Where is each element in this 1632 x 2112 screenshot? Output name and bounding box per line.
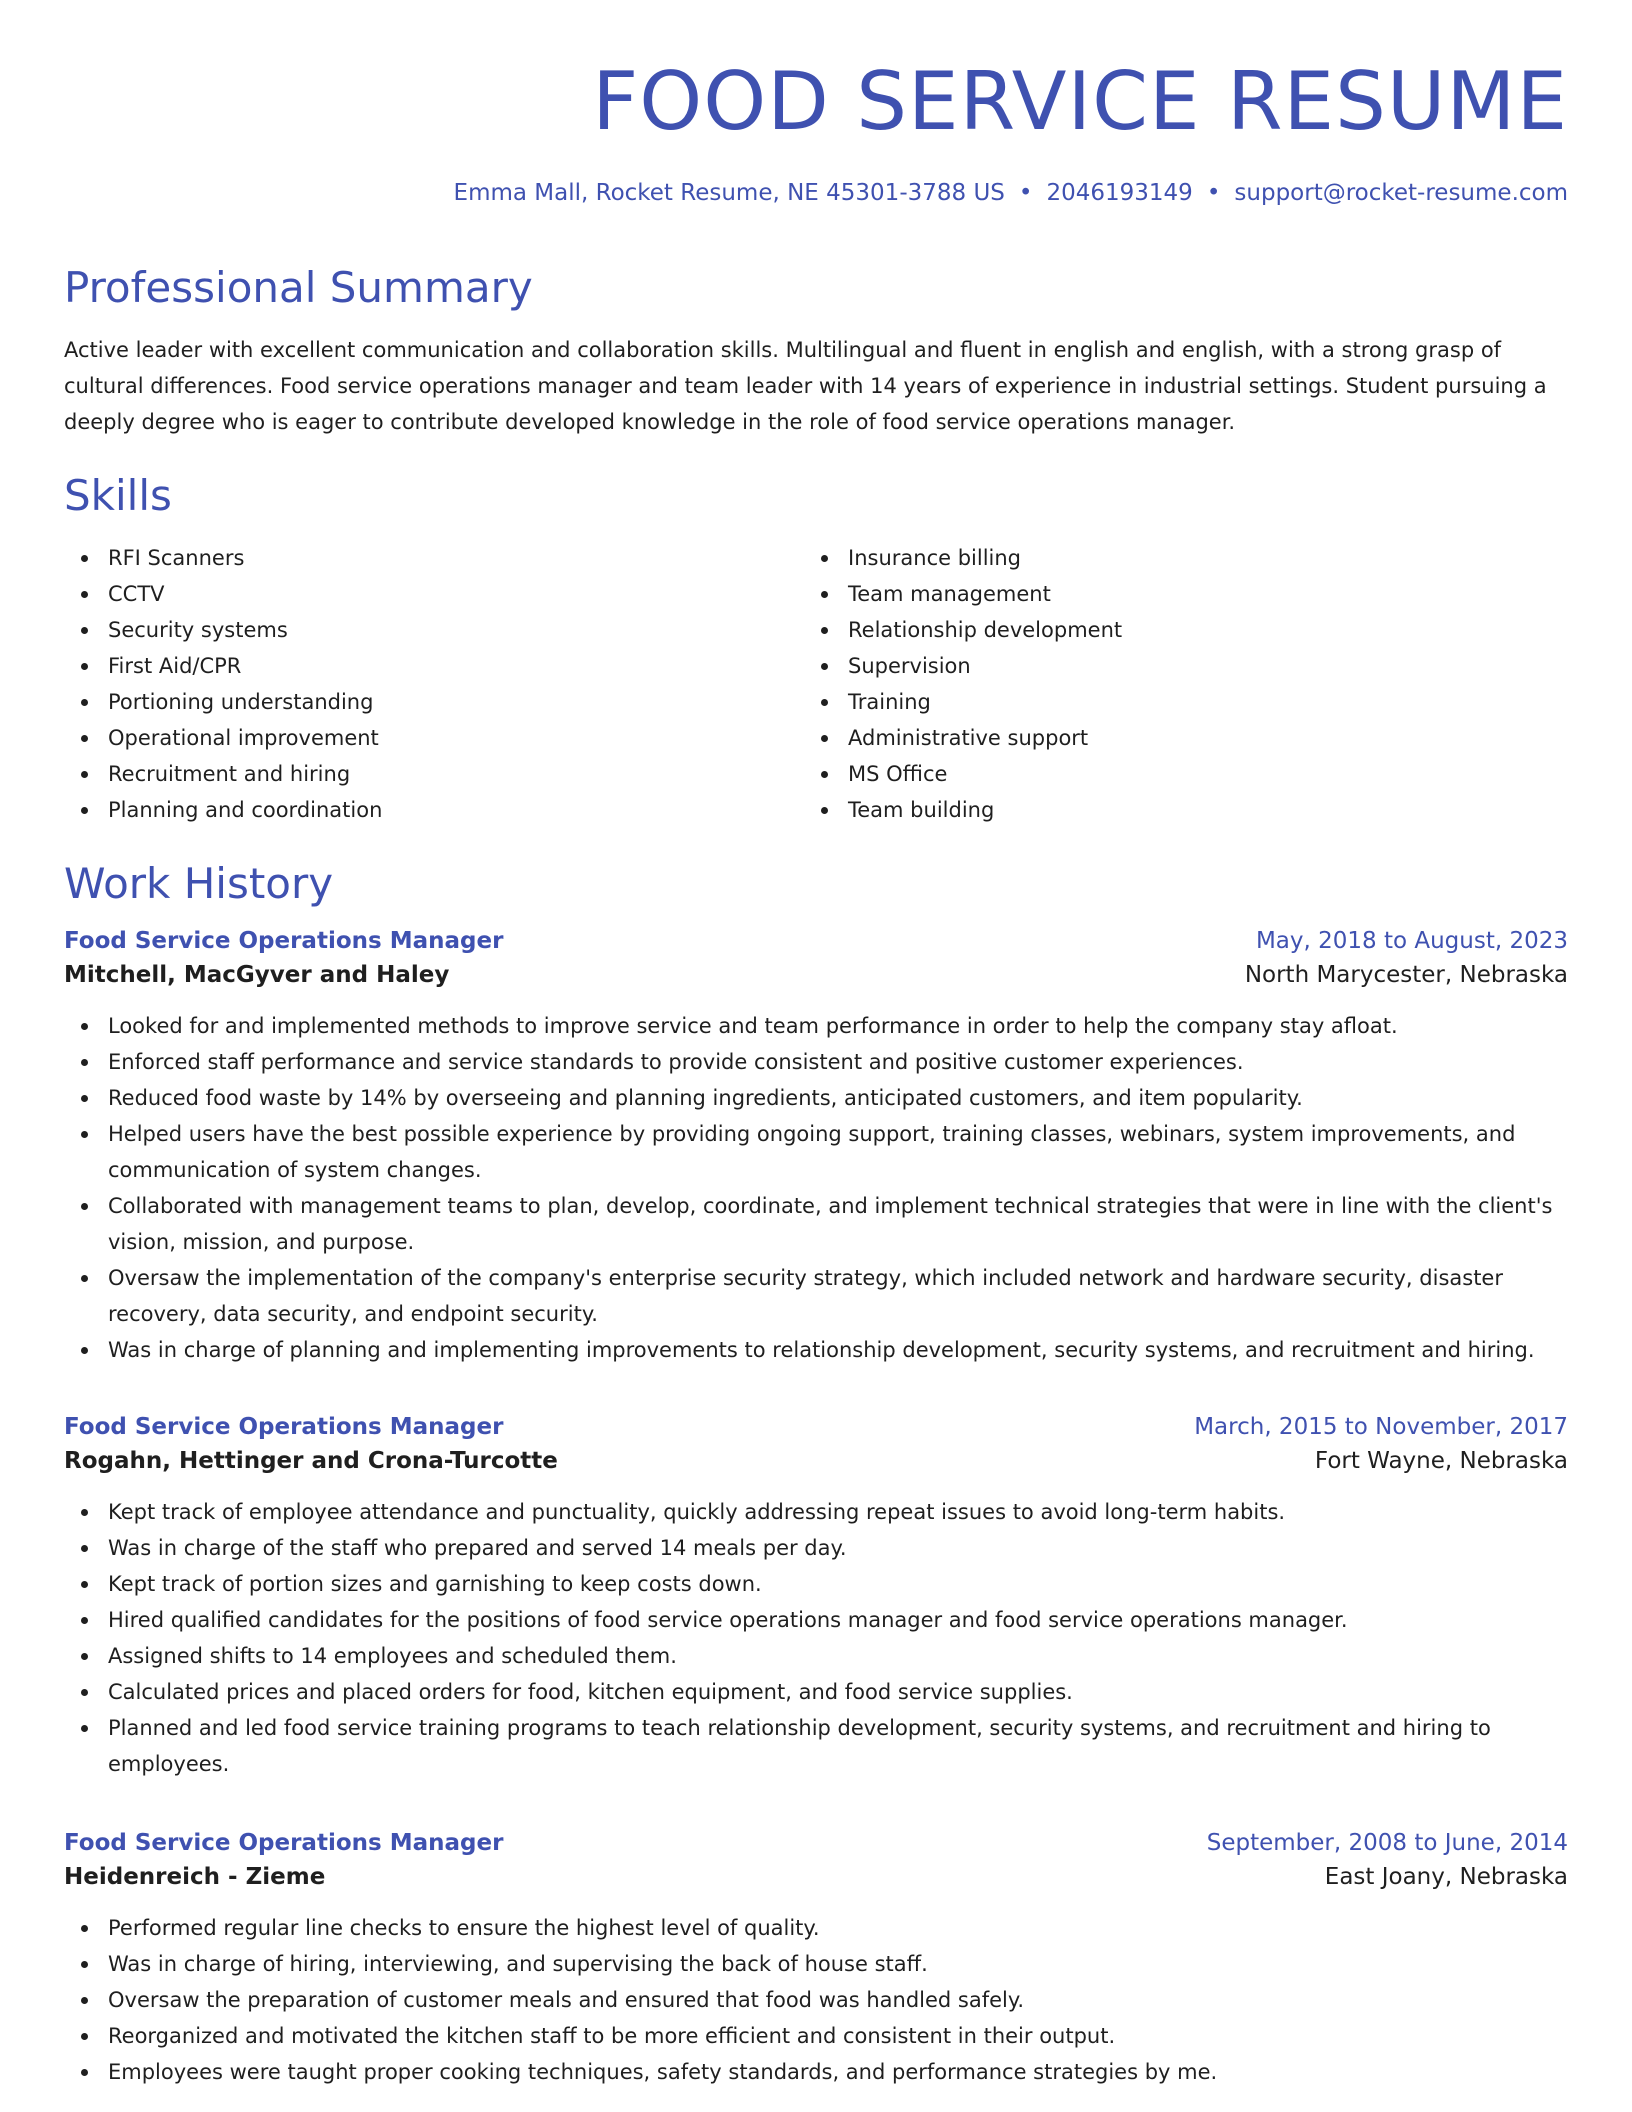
job-bullet: Reorganized and motivated the kitchen staff to be more efficient and consistent in their output. (64, 2018, 1568, 2054)
job-bullets (64, 1910, 1568, 2090)
skill-item: Security systems (64, 612, 804, 648)
resume-title: FOOD SERVICE RESUME (592, 55, 1568, 148)
contact-address: Emma Mall, Rocket Resume, NE 45301-3788 US (453, 180, 1005, 206)
contact-phone: 2046193149 (1046, 180, 1193, 206)
job-bullet: Calculated prices and placed orders for food, kitchen equipment, and food service supplies. (64, 1674, 1568, 1710)
summary-heading: Professional Summary (64, 263, 533, 312)
contact-separator: • (1206, 180, 1221, 206)
job-bullet: Was in charge of planning and implementing improvements to relationship development, security systems, and recruitment and hiring. (64, 1332, 1568, 1368)
job-location: East Joany, Nebraska (1324, 1864, 1568, 1890)
skill-item: Supervision (804, 648, 1544, 684)
job-company: Heidenreich - Zieme (64, 1864, 326, 1890)
skill-item: Team management (804, 576, 1544, 612)
skills-list (64, 540, 1568, 828)
job-bullet: Oversaw the implementation of the company's enterprise security strategy, which included network and hardware security, disaster recovery, data security, and endpoint security. (64, 1260, 1568, 1332)
job-entry (64, 1410, 1568, 1782)
skills-column-left (64, 540, 804, 828)
job-bullet: Collaborated with management teams to plan, develop, coordinate, and implement technical strategies that were in line with the client's vision, mission, and purpose. (64, 1188, 1568, 1260)
job-bullet: Looked for and implemented methods to improve service and team performance in order to help the company stay afloat. (64, 1008, 1568, 1044)
skill-item: Planning and coordination (64, 792, 804, 828)
skill-item: Operational improvement (64, 720, 804, 756)
skills-heading: Skills (64, 471, 172, 520)
job-title: Food Service Operations Manager (64, 928, 504, 954)
job-bullet: Assigned shifts to 14 employees and scheduled them. (64, 1638, 1568, 1674)
skill-item: Training (804, 684, 1544, 720)
skill-item: MS Office (804, 756, 1544, 792)
job-bullet: Was in charge of the staff who prepared and served 14 meals per day. (64, 1530, 1568, 1566)
job-entry (64, 924, 1568, 1368)
job-dates: September, 2008 to June, 2014 (1206, 1830, 1568, 1856)
job-title: Food Service Operations Manager (64, 1414, 504, 1440)
skills-column-right (804, 540, 1544, 828)
contact-separator: • (1018, 180, 1033, 206)
contact-email: support@rocket-resume.com (1234, 180, 1568, 206)
skill-item: Team building (804, 792, 1544, 828)
job-bullet: Kept track of employee attendance and punctuality, quickly addressing repeat issues to avoid long-term habits. (64, 1494, 1568, 1530)
skill-item: RFI Scanners (64, 540, 804, 576)
job-bullet: Kept track of portion sizes and garnishing to keep costs down. (64, 1566, 1568, 1602)
skill-item: Administrative support (804, 720, 1544, 756)
job-bullet: Helped users have the best possible experience by providing ongoing support, training classes, webinars, system improvements, and communication of system changes. (64, 1116, 1568, 1188)
job-company: Mitchell, MacGyver and Haley (64, 962, 450, 988)
job-title: Food Service Operations Manager (64, 1830, 504, 1856)
work-history-heading: Work History (64, 859, 334, 908)
skill-item: Recruitment and hiring (64, 756, 804, 792)
job-bullet: Planned and led food service training programs to teach relationship development, security systems, and recruitment and hiring to employees. (64, 1710, 1568, 1782)
job-bullet: Was in charge of hiring, interviewing, and supervising the back of house staff. (64, 1946, 1568, 1982)
job-bullet: Performed regular line checks to ensure the highest level of quality. (64, 1910, 1568, 1946)
job-location: Fort Wayne, Nebraska (1314, 1448, 1568, 1474)
contact-line (454, 178, 1568, 208)
job-company: Rogahn, Hettinger and Crona-Turcotte (64, 1448, 558, 1474)
job-bullets (64, 1008, 1568, 1368)
skill-item: CCTV (64, 576, 804, 612)
skill-item: Insurance billing (804, 540, 1544, 576)
job-bullet: Oversaw the preparation of customer meals and ensured that food was handled safely. (64, 1982, 1568, 2018)
job-bullet: Reduced food waste by 14% by overseeing and planning ingredients, anticipated customers, and item popularity. (64, 1080, 1568, 1116)
job-bullet: Enforced staff performance and service standards to provide consistent and positive customer experiences. (64, 1044, 1568, 1080)
job-entry (64, 1826, 1568, 2090)
job-bullet: Employees were taught proper cooking techniques, safety standards, and performance strategies by me. (64, 2054, 1568, 2090)
job-dates: May, 2018 to August, 2023 (1255, 928, 1568, 954)
skill-item: Relationship development (804, 612, 1544, 648)
job-bullet: Hired qualified candidates for the positions of food service operations manager and food service operations manager. (64, 1602, 1568, 1638)
job-bullets (64, 1494, 1568, 1782)
skill-item: First Aid/CPR (64, 648, 804, 684)
summary-text: Active leader with excellent communication and collaboration skills. Multilingual and fluent in english and english, with a strong grasp of cultural differences. Food service operations manager and team leader with 14 years of experience in industrial settings. Student pursuing a deeply degree who is eager to contribute developed knowledge in the role of food service operations manager. (64, 338, 1547, 434)
skill-item: Portioning understanding (64, 684, 804, 720)
job-location: North Marycester, Nebraska (1244, 962, 1568, 988)
job-dates: March, 2015 to November, 2017 (1194, 1414, 1568, 1440)
